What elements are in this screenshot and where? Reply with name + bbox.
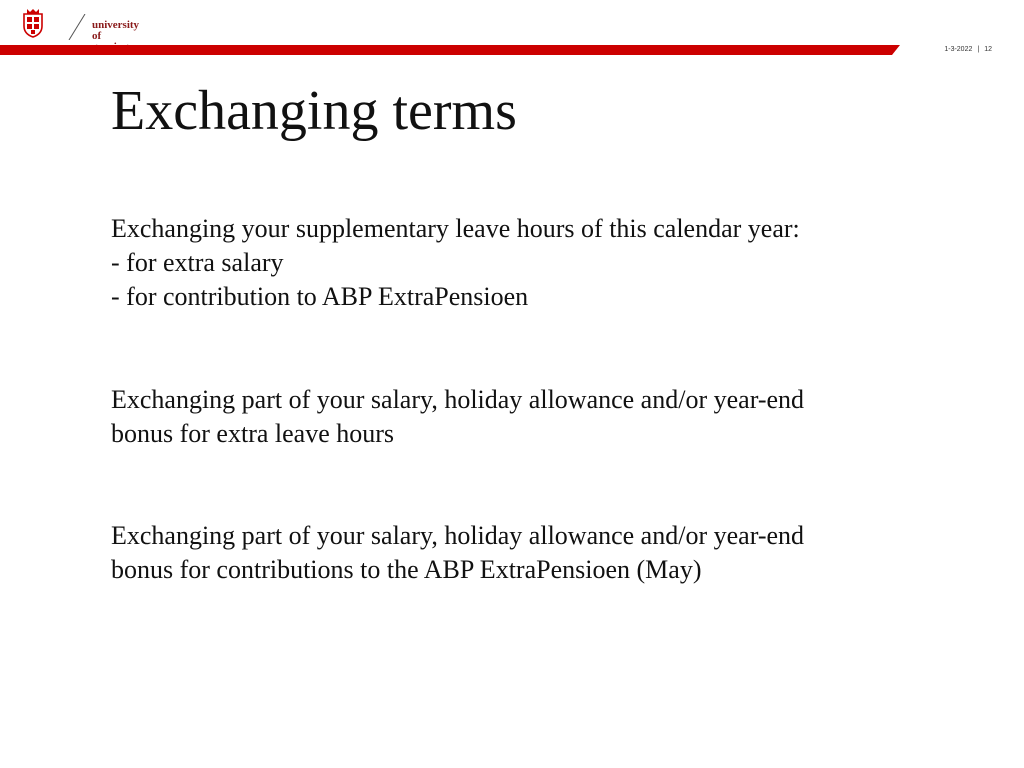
paragraph-extrapensioen — [111, 519, 991, 587]
university-crest-icon — [22, 8, 44, 38]
paragraph-extra-leave — [111, 383, 991, 451]
university-logo — [22, 8, 142, 42]
slide-meta — [944, 46, 992, 53]
logo-divider — [68, 14, 86, 40]
paragraph-line: bonus for extra leave hours — [111, 419, 395, 448]
header-red-bar — [0, 45, 900, 55]
paragraph-leave-hours — [111, 212, 991, 314]
paragraph-line: Exchanging part of your salary, holiday allowance and/or year-end — [111, 385, 805, 414]
paragraph-line: - for extra salary — [111, 248, 284, 277]
page-number: 12 — [984, 46, 992, 53]
slide-date: 1-3-2022 — [944, 46, 973, 53]
paragraph-line: - for contribution to ABP ExtraPensioen — [111, 282, 529, 311]
meta-separator: | — [977, 46, 980, 53]
slide-title: Exchanging terms — [111, 80, 517, 142]
paragraph-line: bonus for contributions to the ABP ExtraPensioen (May) — [111, 555, 702, 584]
paragraph-line: Exchanging part of your salary, holiday allowance and/or year-end — [111, 521, 805, 550]
paragraph-line: Exchanging your supplementary leave hours of this calendar year: — [111, 214, 800, 243]
logo-line-1: university of — [92, 19, 140, 42]
